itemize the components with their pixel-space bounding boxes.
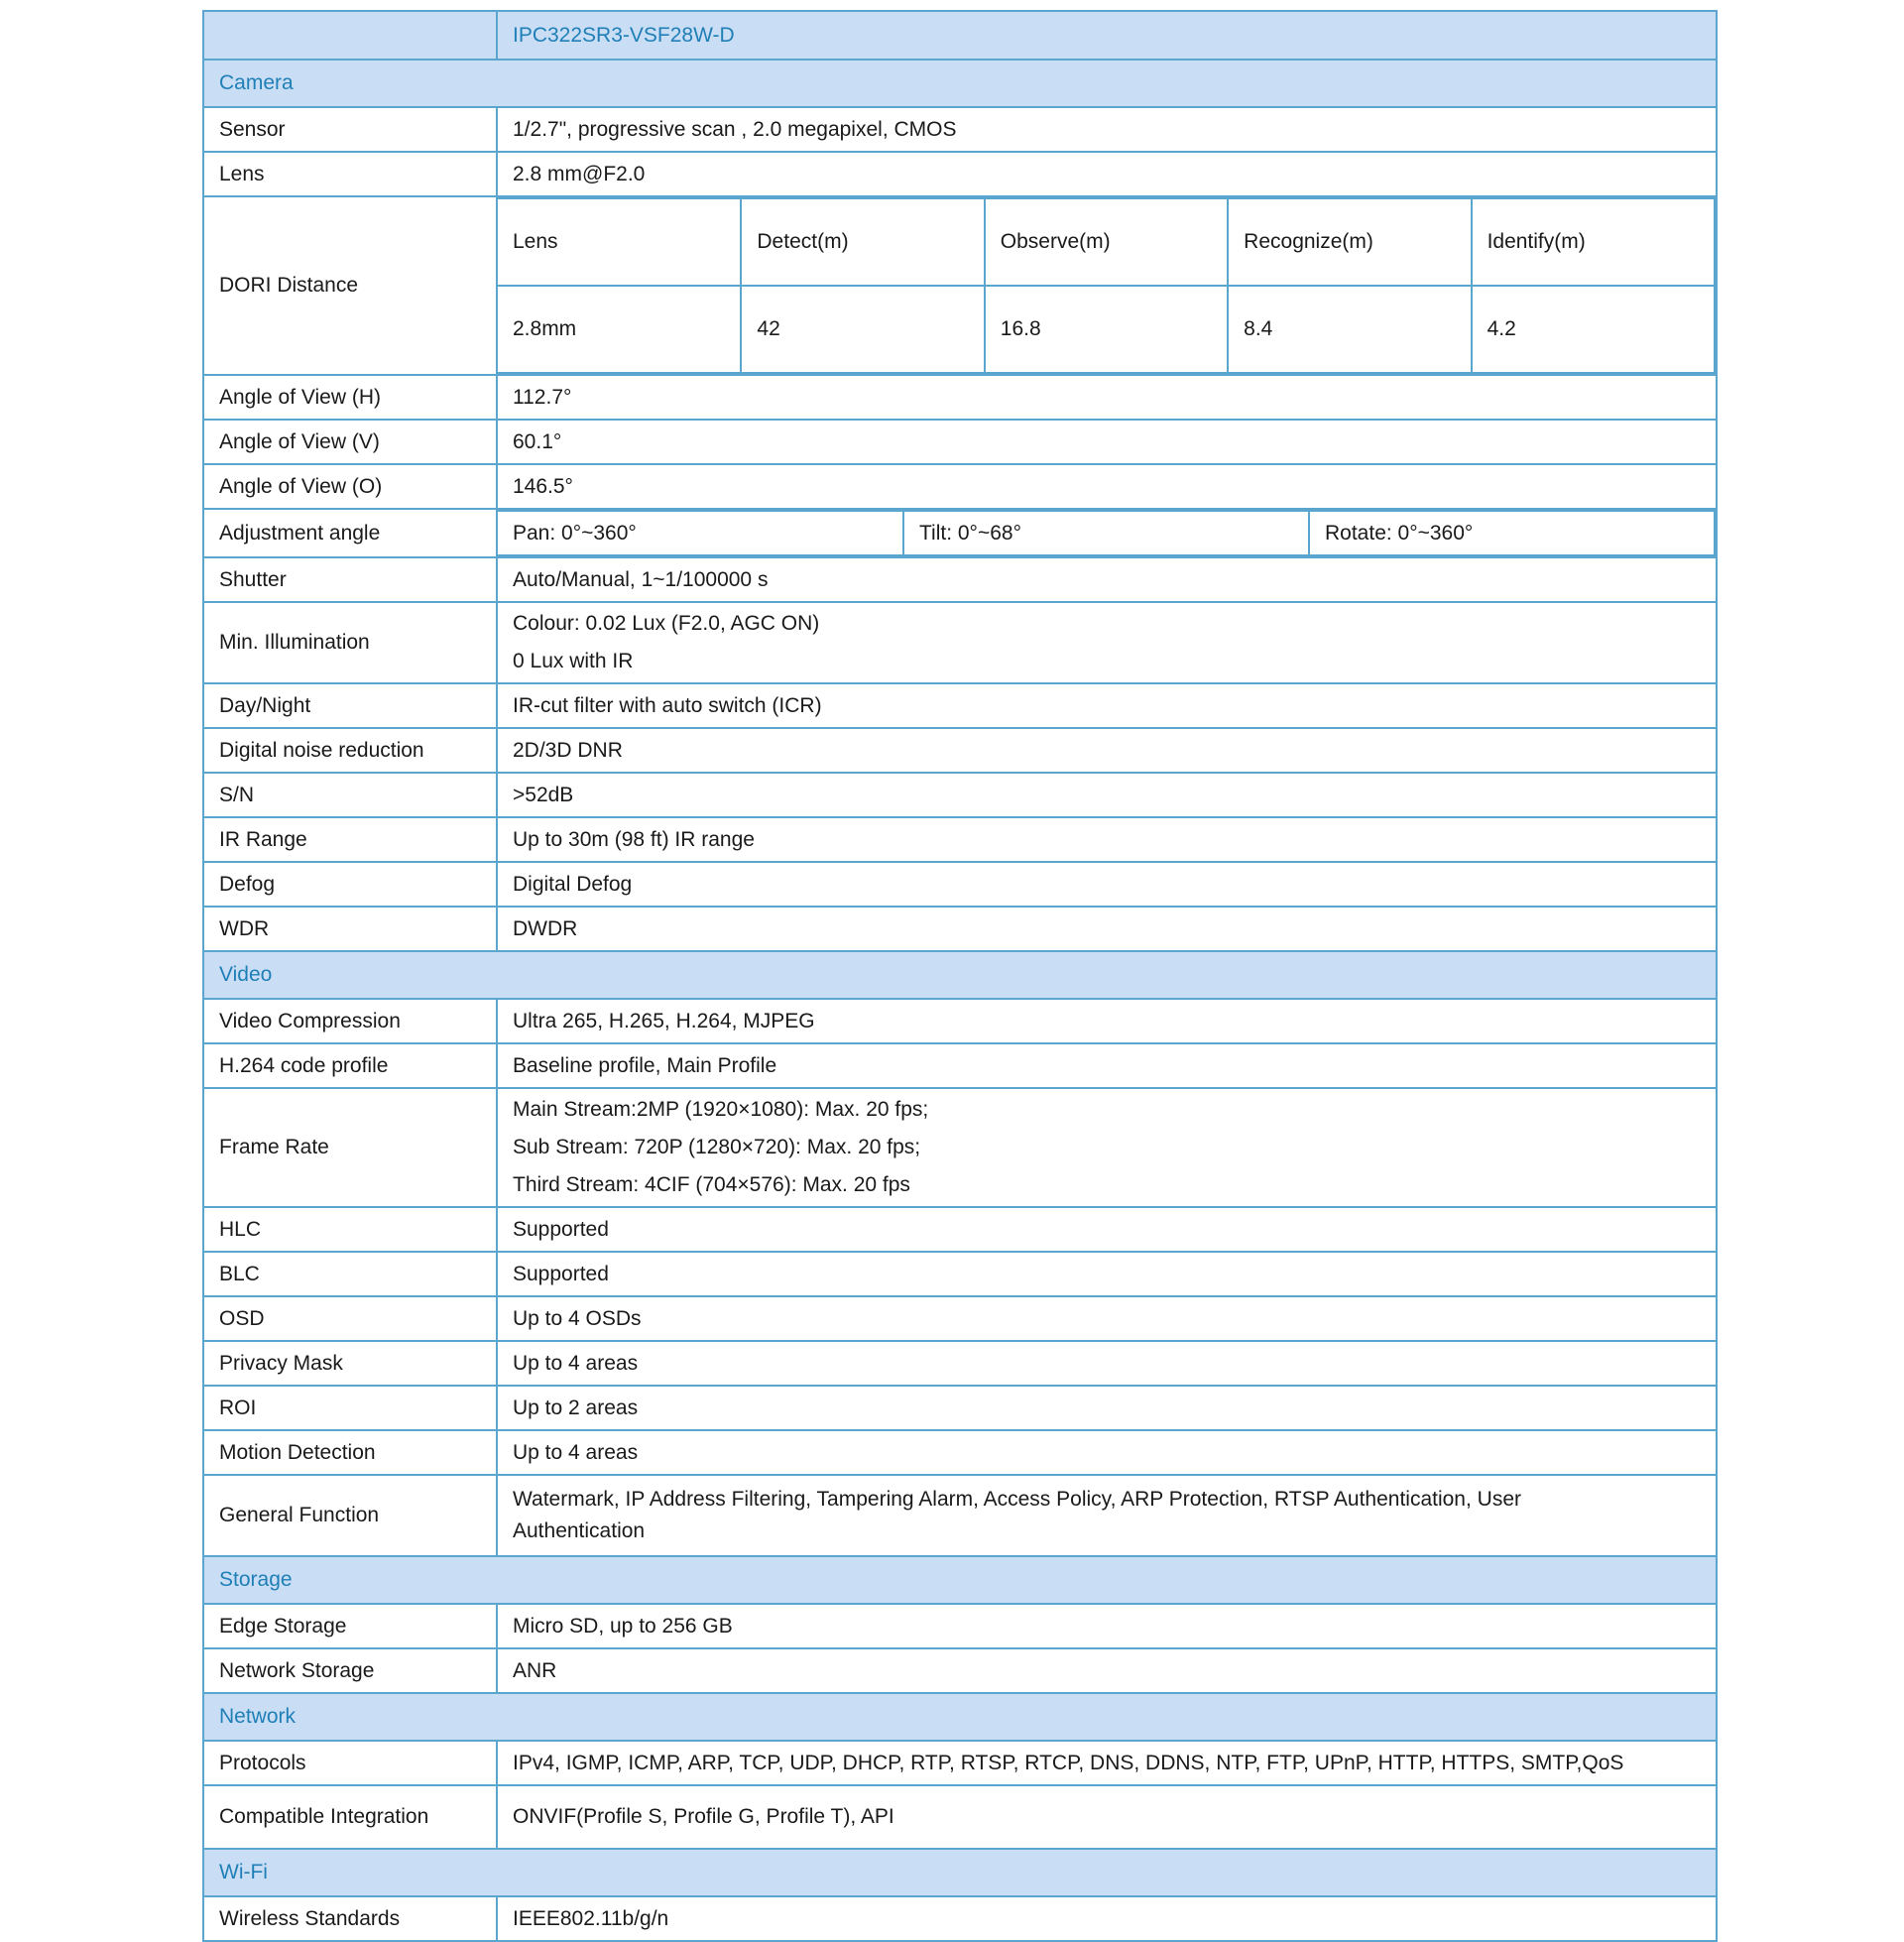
- spec-value: IEEE802.11b/g/n: [497, 1896, 1717, 1941]
- spec-label: Privacy Mask: [203, 1341, 497, 1386]
- spec-value: IPv4, IGMP, ICMP, ARP, TCP, UDP, DHCP, RTP, RTSP, RTCP, DNS, DDNS, NTP, FTP, UPnP, HTTP, HTTPS, SMTP,QoS: [497, 1741, 1717, 1785]
- dori-header: Recognize(m): [1228, 198, 1471, 286]
- spec-label: DORI Distance: [203, 196, 497, 375]
- section-header-network: [203, 1693, 1717, 1741]
- table-row: [203, 773, 1717, 817]
- table-row: [203, 1341, 1717, 1386]
- spec-label: Network Storage: [203, 1648, 497, 1693]
- spec-label: Wireless Standards: [203, 1896, 497, 1941]
- dori-table-cell: [497, 196, 1717, 375]
- spec-value: [497, 1475, 1717, 1556]
- table-row: [203, 152, 1717, 196]
- spec-label: Video Compression: [203, 999, 497, 1043]
- section-header-video: [203, 951, 1717, 999]
- table-row: [203, 1207, 1717, 1252]
- model-name: IPC322SR3-VSF28W-D: [497, 11, 1717, 60]
- spec-value: [497, 1088, 1717, 1207]
- dori-value: 4.2: [1472, 286, 1715, 373]
- spec-value: 2D/3D DNR: [497, 728, 1717, 773]
- table-row: [203, 728, 1717, 773]
- table-row: [203, 862, 1717, 907]
- spec-label: Protocols: [203, 1741, 497, 1785]
- table-row: [203, 1252, 1717, 1296]
- spec-value-line: Sub Stream: 720P (1280×720): Max. 20 fps;: [513, 1136, 921, 1158]
- spec-label: WDR: [203, 907, 497, 951]
- spec-value: DWDR: [497, 907, 1717, 951]
- spec-label: Sensor: [203, 107, 497, 152]
- model-header-blank: [203, 11, 497, 60]
- spec-label: S/N: [203, 773, 497, 817]
- table-row: [203, 1785, 1717, 1849]
- spec-label: H.264 code profile: [203, 1043, 497, 1088]
- section-header-camera: [203, 60, 1717, 107]
- spec-value: Up to 4 OSDs: [497, 1296, 1717, 1341]
- dori-value-row: [498, 286, 1715, 373]
- adjustment-table: [498, 510, 1716, 556]
- dori-table: [498, 197, 1716, 374]
- spec-value: Up to 2 areas: [497, 1386, 1717, 1430]
- section-header-wifi: [203, 1849, 1717, 1896]
- spec-label: HLC: [203, 1207, 497, 1252]
- spec-value: 1/2.7", progressive scan , 2.0 megapixel, CMOS: [497, 107, 1717, 152]
- section-title-video: Video: [203, 951, 1717, 999]
- table-row: [203, 602, 1717, 683]
- spec-value-line: 0 Lux with IR: [513, 650, 634, 672]
- spec-label: Angle of View (V): [203, 420, 497, 464]
- spec-value: Baseline profile, Main Profile: [497, 1043, 1717, 1088]
- table-row: [203, 683, 1717, 728]
- adjustment-row: [498, 511, 1715, 555]
- spec-label: Defog: [203, 862, 497, 907]
- spec-value: Digital Defog: [497, 862, 1717, 907]
- spec-value: ONVIF(Profile S, Profile G, Profile T), API: [497, 1785, 1717, 1849]
- table-row: [203, 1604, 1717, 1648]
- spec-label: Frame Rate: [203, 1088, 497, 1207]
- dori-value: 42: [741, 286, 984, 373]
- spec-label: Edge Storage: [203, 1604, 497, 1648]
- spec-value: ANR: [497, 1648, 1717, 1693]
- dori-value: 16.8: [985, 286, 1228, 373]
- spec-label: Motion Detection: [203, 1430, 497, 1475]
- spec-label: IR Range: [203, 817, 497, 862]
- table-row-adjustment: [203, 509, 1717, 557]
- table-row: [203, 375, 1717, 420]
- spec-value: 146.5°: [497, 464, 1717, 509]
- table-row: [203, 420, 1717, 464]
- spec-label: Shutter: [203, 557, 497, 602]
- table-row: [203, 1043, 1717, 1088]
- dori-header: Identify(m): [1472, 198, 1715, 286]
- spec-value: Up to 30m (98 ft) IR range: [497, 817, 1717, 862]
- spec-value: 112.7°: [497, 375, 1717, 420]
- table-row: [203, 1296, 1717, 1341]
- spec-value: Auto/Manual, 1~1/100000 s: [497, 557, 1717, 602]
- table-row: [203, 907, 1717, 951]
- section-header-storage: [203, 1556, 1717, 1604]
- rotate-value: Rotate: 0°~360°: [1309, 511, 1715, 555]
- table-row: [203, 817, 1717, 862]
- spec-label: Digital noise reduction: [203, 728, 497, 773]
- section-title-network: Network: [203, 1693, 1717, 1741]
- spec-value: Supported: [497, 1252, 1717, 1296]
- spec-value: >52dB: [497, 773, 1717, 817]
- spec-label: OSD: [203, 1296, 497, 1341]
- table-row: [203, 1430, 1717, 1475]
- spec-value: [497, 602, 1717, 683]
- section-title-wifi: Wi-Fi: [203, 1849, 1717, 1896]
- table-row: [203, 1648, 1717, 1693]
- spec-label: Adjustment angle: [203, 509, 497, 557]
- model-header-row: [203, 11, 1717, 60]
- spec-value: IR-cut filter with auto switch (ICR): [497, 683, 1717, 728]
- spec-value: 60.1°: [497, 420, 1717, 464]
- spec-value: Ultra 265, H.265, H.264, MJPEG: [497, 999, 1717, 1043]
- spec-label: Compatible Integration: [203, 1785, 497, 1849]
- spec-label: Min. Illumination: [203, 602, 497, 683]
- table-row: [203, 1741, 1717, 1785]
- section-title-camera: Camera: [203, 60, 1717, 107]
- table-row: [203, 999, 1717, 1043]
- dori-header: Detect(m): [741, 198, 984, 286]
- table-row: [203, 464, 1717, 509]
- pan-value: Pan: 0°~360°: [498, 511, 903, 555]
- dori-value: 2.8mm: [498, 286, 741, 373]
- spec-value-line: Colour: 0.02 Lux (F2.0, AGC ON): [513, 612, 820, 635]
- section-title-storage: Storage: [203, 1556, 1717, 1604]
- spec-label: BLC: [203, 1252, 497, 1296]
- dori-header: Observe(m): [985, 198, 1228, 286]
- table-row-dori: [203, 196, 1717, 375]
- spec-value: Micro SD, up to 256 GB: [497, 1604, 1717, 1648]
- spec-value-line: Third Stream: 4CIF (704×576): Max. 20 fps: [513, 1173, 910, 1196]
- table-row: [203, 557, 1717, 602]
- spec-label: Lens: [203, 152, 497, 196]
- spec-value: Up to 4 areas: [497, 1430, 1717, 1475]
- dori-value: 8.4: [1228, 286, 1471, 373]
- table-row: [203, 107, 1717, 152]
- table-row: [203, 1386, 1717, 1430]
- spec-value: Up to 4 areas: [497, 1341, 1717, 1386]
- spec-value: 2.8 mm@F2.0: [497, 152, 1717, 196]
- spec-sheet: [202, 10, 1718, 1942]
- table-row: [203, 1475, 1717, 1556]
- spec-label: General Function: [203, 1475, 497, 1556]
- tilt-value: Tilt: 0°~68°: [903, 511, 1309, 555]
- dori-header-row: [498, 198, 1715, 286]
- spec-value-line: Main Stream:2MP (1920×1080): Max. 20 fps;: [513, 1098, 929, 1121]
- table-row: [203, 1088, 1717, 1207]
- spec-value: Supported: [497, 1207, 1717, 1252]
- table-row: [203, 1896, 1717, 1941]
- spec-label: Day/Night: [203, 683, 497, 728]
- spec-label: Angle of View (O): [203, 464, 497, 509]
- spec-value-text: Watermark, IP Address Filtering, Tampering Alarm, Access Policy, ARP Protection, RTSP Authentication, User Authentication: [513, 1488, 1521, 1542]
- spec-table: [202, 10, 1718, 1942]
- dori-header: Lens: [498, 198, 741, 286]
- spec-label: ROI: [203, 1386, 497, 1430]
- adjustment-cell: [497, 509, 1717, 557]
- spec-label: Angle of View (H): [203, 375, 497, 420]
